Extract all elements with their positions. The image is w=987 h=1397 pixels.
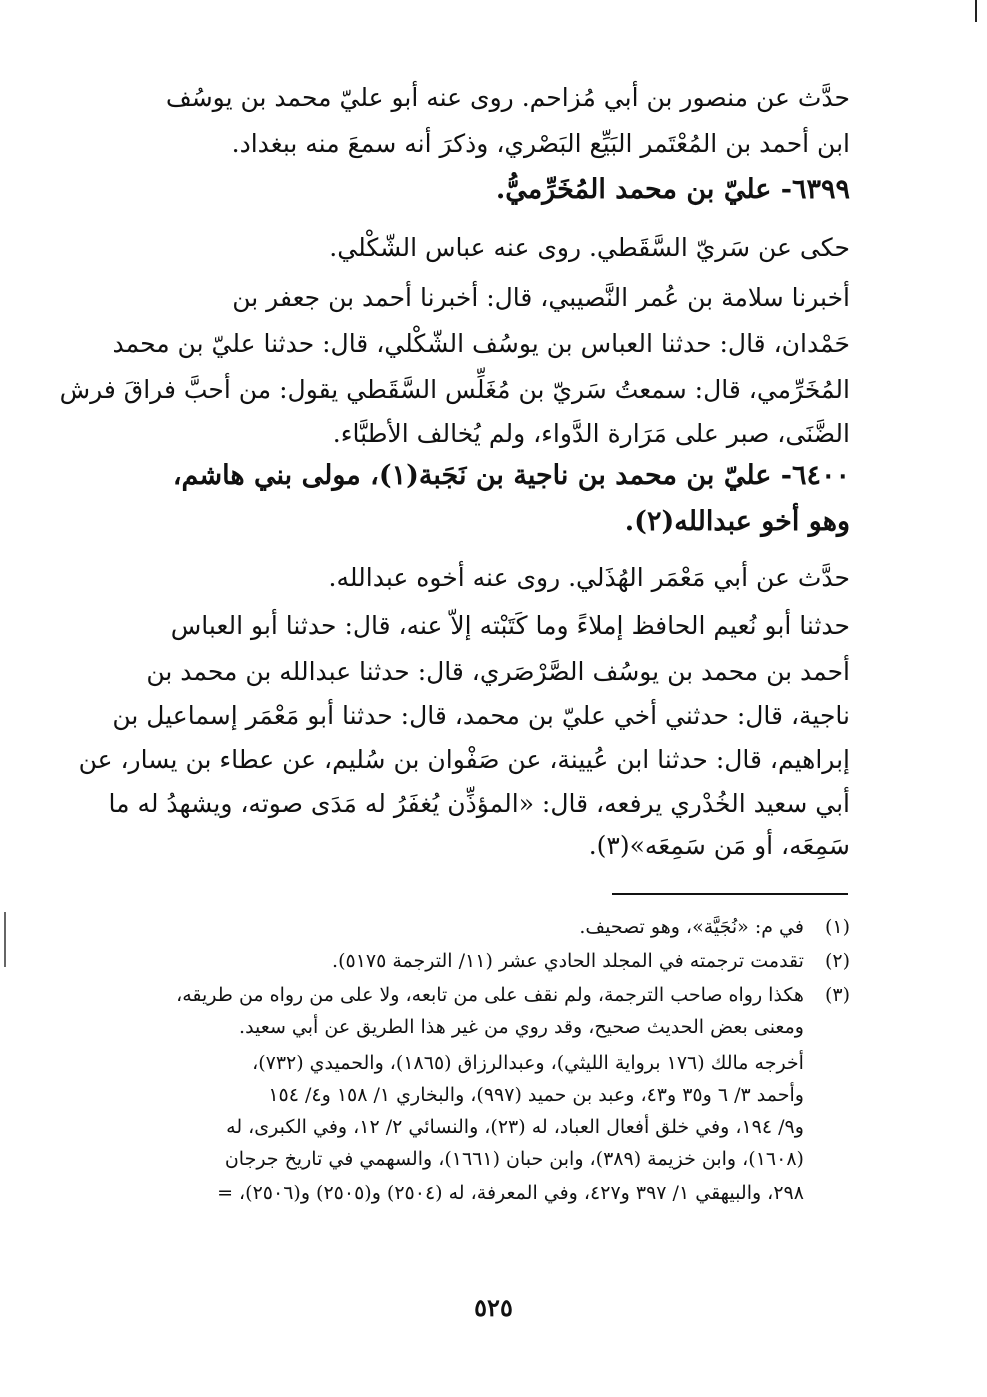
footnote-text: تقدمت ترجمته في المجلد الحادي عشر (١١/ الترجمة ٥١٧٥). <box>332 950 804 972</box>
footnote-text: أخرجه مالك (١٧٦ برواية الليثي)، وعبدالرزاق (١٨٦٥)، والحميدي (٧٣٢)، <box>252 1052 804 1074</box>
footnote <box>150 946 850 976</box>
scan-edge-mark <box>975 0 977 22</box>
footnote <box>150 980 850 1010</box>
footnote-text: هكذا رواه صاحب الترجمة، ولم نقف على من تابعه، ولا على من رواه من طريقه، <box>176 984 804 1006</box>
text-line: الضَّنَى، صبر على مَرَارة الدَّواء، ولم يُخالف الأطبَّاء. <box>332 419 850 448</box>
page-number: ٥٢٥ <box>474 1293 513 1322</box>
text-line: حدثنا أبو نُعيم الحافظ إملاءً وما كَتَبْته إلاّ عنه، قال: حدثنا أبو العباس <box>170 611 850 640</box>
scan-margin-mark <box>4 912 6 967</box>
text-line: إبراهيم، قال: حدثنا ابن عُيينة، عن صَفْوان بن سُليم، عن عطاء بن يسار، عن <box>78 745 850 774</box>
text-line: أبي سعيد الخُدْري يرفعه، قال: «المؤذِّن يُغفَرُ له مَدَى صوته، ويشهدُ له ما <box>108 789 850 818</box>
text-line: حدَّث عن أبي مَعْمَر الهُذَلي. روى عنه أخوه عبدالله. <box>328 563 850 592</box>
footnote-divider <box>612 893 848 895</box>
footnote-continuation <box>150 1144 850 1174</box>
text-line: سَمِعَه، أو مَن سَمِعَه»(٣). <box>588 831 850 860</box>
text-line: ابن أحمد بن المُعْتَمر البَيِّع البَصْري، وذكرَ أنه سمعَ منه ببغداد. <box>231 129 850 158</box>
footnote-text: في م: «نُجَيَّة»، وهو تصحيف. <box>579 916 804 938</box>
text-line: المُخَرِّمي، قال: سمعتُ سَريّ بن مُغَلِّس السَّقَطي يقول: من أحبَّ فراقَ فرش <box>59 375 850 404</box>
text-line: حدَّث عن منصور بن أبي مُزاحم. روى عنه أبو عليّ محمد بن يوسُف <box>165 83 850 112</box>
entry-heading-continuation: وهو أخو عبدالله(٢). <box>624 506 850 537</box>
footnote-text: و٩/ ١٩٤، وفي خلق أفعال العباد، له (٢٣)، والنسائي ٢/ ١٢، وفي الكبرى، له <box>226 1116 804 1138</box>
footnote <box>150 912 850 942</box>
footnote-number: (١) <box>824 916 850 938</box>
footnotes <box>150 912 850 1212</box>
footnote-text: وأحمد ٣/ ٦ و٣٥ و٤٣، وعبد بن حميد (٩٩٧)، والبخاري ١/ ١٥٨ و٤/ ١٥٤ <box>268 1084 804 1106</box>
text-line: أحمد بن محمد بن يوسُف الصَّرْصَري، قال: حدثنا عبدالله بن محمد بن <box>146 657 850 686</box>
footnote-text: ٢٩٨، والبيهقي ١/ ٣٩٧ و٤٢٧، وفي المعرفة، له (٢٥٠٤) و(٢٥٠٥) و(٢٥٠٦)، = <box>217 1182 804 1204</box>
entry-heading: ٦٤٠٠- عليّ بن محمد بن ناجية بن نَجَبة(١)، مولى بني هاشم، <box>172 460 850 491</box>
text-line: أخبرنا سلامة بن عُمر النَّصيبي، قال: أخبرنا أحمد بن جعفر بن <box>232 283 850 312</box>
footnote-number: (٣) <box>824 984 850 1006</box>
text-line: حَمْدان، قال: حدثنا العباس بن يوسُف الشّكْلي، قال: حدثنا عليّ بن محمد <box>112 329 850 358</box>
footnote-continuation <box>150 1048 850 1078</box>
text-line: ناجية، قال: حدثني أخي عليّ بن محمد، قال: حدثنا أبو مَعْمَر إسماعيل بن <box>112 701 850 730</box>
footnote-continuation <box>150 1080 850 1110</box>
footnote-continuation <box>150 1178 850 1208</box>
footnote-text: ومعنى بعض الحديث صحيح، وقد روي من غير هذا الطريق عن أبي سعيد. <box>239 1016 804 1038</box>
footnote-continuation <box>150 1112 850 1142</box>
footnote-text: (١٦٠٨)، وابن خزيمة (٣٨٩)، وابن حبان (١٦٦١)، والسهمي في تاريخ جرجان <box>224 1148 804 1170</box>
footnote-number: (٢) <box>824 950 850 972</box>
text-line: حكى عن سَريّ السَّقَطي. روى عنه عباس الشّكْلي. <box>329 233 850 262</box>
footnote-continuation <box>150 1012 850 1042</box>
entry-heading: ٦٣٩٩- عليّ بن محمد المُخَرِّميُّ. <box>495 174 850 205</box>
main-text <box>59 78 850 878</box>
